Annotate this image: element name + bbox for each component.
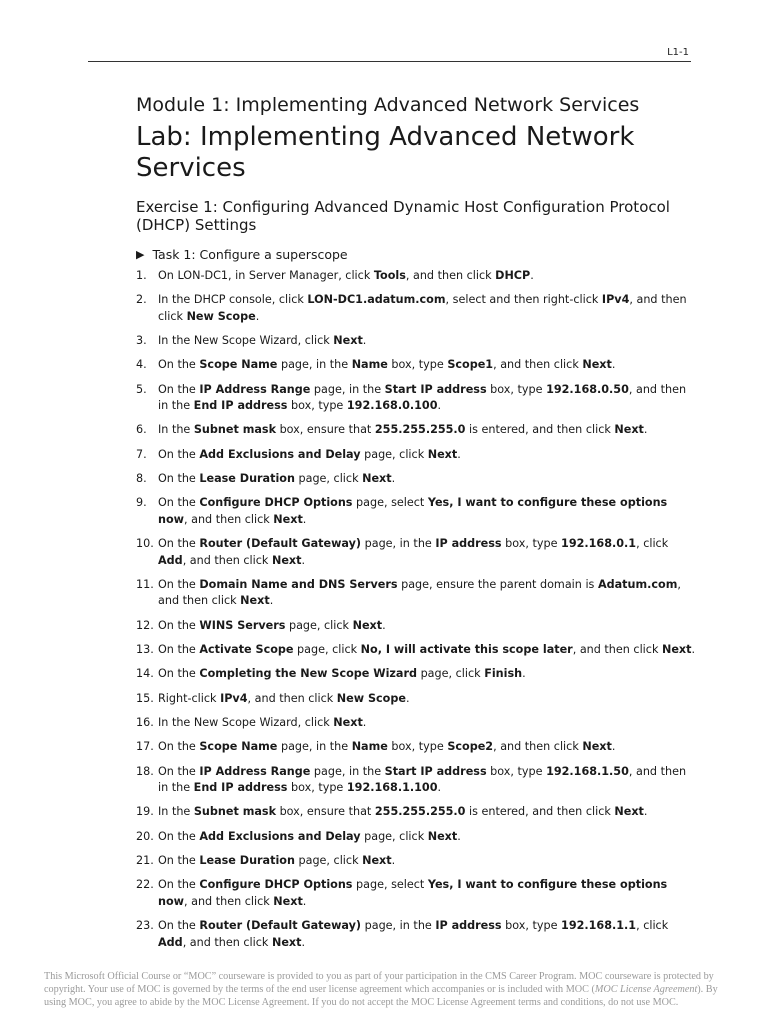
step-ui-term: Next — [362, 853, 392, 867]
step-ui-term: 192.168.1.1 — [561, 919, 637, 933]
step-ui-term: Name — [351, 358, 388, 372]
step-ui-term: LON-DC1.adatum.com — [307, 293, 446, 307]
step-ui-term: 255.255.255.0 — [374, 423, 466, 437]
step-ui-term: Add — [158, 553, 183, 567]
step-text-run: . — [643, 423, 648, 437]
list-item — [136, 382, 696, 415]
step-text-run: page, select — [352, 878, 428, 892]
step-text-run: , and then click — [182, 553, 272, 567]
step-number: 4. — [136, 358, 147, 372]
step-ui-term: Next — [614, 805, 644, 819]
step-ui-term: Next — [427, 447, 458, 461]
step-ui-term: Subnet mask — [193, 805, 277, 819]
lab-title: Lab: Implementing Advanced Network Services — [136, 122, 635, 183]
step-number: 2. — [136, 293, 147, 307]
step-text — [158, 269, 534, 282]
step-text-run: , and then click — [158, 577, 681, 608]
list-item — [136, 642, 696, 659]
step-text-run: page, in the — [277, 358, 352, 372]
step-ui-term: Completing the New Scope Wizard — [199, 667, 418, 681]
step-ui-term: IP Address Range — [199, 764, 311, 778]
step-text-run: . — [255, 309, 260, 323]
step-ui-term: Yes, I want to configure these options now — [158, 496, 668, 526]
step-text-run: In the — [158, 423, 194, 437]
step-text-run: . — [457, 829, 461, 843]
step-number: 18. — [136, 764, 154, 778]
list-item — [136, 495, 696, 528]
step-text-run: On the — [158, 878, 200, 892]
step-text-run: . — [302, 894, 307, 908]
step-text — [158, 383, 686, 413]
list-item — [136, 829, 696, 846]
step-text-run: On the — [158, 447, 200, 461]
step-text-run: page, click — [294, 472, 363, 486]
list-item — [136, 333, 696, 350]
step-text — [158, 578, 681, 608]
step-text — [158, 537, 668, 567]
step-ui-term: Next — [271, 935, 302, 949]
step-text — [158, 854, 395, 867]
footer-text-2: ). By using MOC, you agree to abide by the MOC License Agreement. If you do not accept the MOC License Agreement terms and conditions, do not use MOC. — [44, 984, 718, 1008]
list-item — [136, 877, 696, 910]
step-text — [158, 830, 461, 843]
step-ui-term: 192.168.0.50 — [546, 382, 629, 396]
step-ui-term: Next — [352, 618, 383, 632]
task-title: Task 1: Configure a superscope — [152, 247, 348, 262]
step-text — [158, 472, 395, 485]
step-ui-term: 255.255.255.0 — [374, 805, 466, 819]
step-text-run: , and then click — [158, 293, 687, 323]
step-ui-term: IP Address Range — [199, 382, 311, 396]
step-text-run: On the — [158, 740, 200, 754]
step-ui-term: Add Exclusions and Delay — [199, 447, 361, 461]
list-item — [136, 577, 696, 610]
list-item — [136, 357, 696, 374]
step-ui-term: Next — [271, 553, 302, 567]
step-text-run: box, type — [287, 781, 347, 795]
list-item — [136, 666, 696, 683]
steps-list — [136, 268, 696, 951]
step-text — [158, 919, 668, 949]
step-text-run: In the New Scope Wizard, click — [158, 715, 334, 729]
footer-text-1: This Microsoft Official Course or “MOC” courseware is provided to you as part of your participation in the CMS Career Program. MOC courseware is protected by copyright. Your use of MOC is governed by the terms of the end user license agreement which accompanies or is included with MOC ( — [44, 971, 714, 995]
step-ui-term: Next — [427, 829, 458, 843]
step-ui-term: New Scope — [186, 309, 256, 323]
license-footer — [44, 970, 718, 1009]
step-ui-term: Scope Name — [199, 358, 278, 372]
step-number: 19. — [136, 805, 154, 819]
step-ui-term: Scope Name — [199, 740, 278, 754]
step-ui-term: Name — [351, 740, 388, 754]
step-text-run: , and then click — [184, 512, 274, 526]
step-text-run: . — [457, 447, 461, 461]
step-text — [158, 740, 615, 753]
step-text-run: , and then click — [493, 740, 583, 754]
step-ui-term: Next — [333, 715, 363, 729]
step-ui-term: 192.168.1.100 — [346, 781, 438, 795]
list-item — [136, 691, 696, 708]
list-item — [136, 422, 696, 439]
step-text-run: page, in the — [310, 382, 385, 396]
step-ui-term: Lease Duration — [199, 472, 295, 486]
step-text-run: box, ensure that — [276, 423, 375, 437]
step-text-run: page, click — [293, 643, 361, 657]
step-text-run: In the New Scope Wizard, click — [158, 334, 334, 348]
step-text-run: is entered, and then click — [465, 805, 615, 819]
step-text-run: page, ensure the parent domain is — [397, 577, 598, 591]
step-text — [158, 667, 526, 680]
step-text — [158, 334, 366, 347]
step-text-run: page, click — [285, 618, 353, 632]
exercise-title: Exercise 1: Configuring Advanced Dynamic Host Configuration Protocol (DHCP) Settings — [136, 198, 670, 234]
step-ui-term: Start IP address — [384, 764, 487, 778]
step-ui-term: Yes, I want to configure these options now — [158, 878, 668, 908]
step-text-run: . — [391, 472, 396, 486]
step-ui-term: Tools — [373, 269, 406, 282]
step-text — [158, 423, 647, 436]
step-text-run: page, click — [360, 829, 428, 843]
page-content — [136, 92, 696, 959]
step-ui-term: Subnet mask — [193, 423, 277, 437]
list-item — [136, 618, 696, 635]
step-number: 17. — [136, 740, 154, 754]
step-text-run: . — [362, 334, 367, 348]
step-ui-term: End IP address — [193, 399, 288, 413]
step-text-run: On the — [158, 577, 200, 591]
step-text — [158, 878, 667, 908]
step-text-run: page, in the — [361, 537, 436, 551]
step-number: 22. — [136, 878, 154, 892]
step-text-run: . — [301, 935, 306, 949]
step-text-run: , select and then right-click — [445, 293, 602, 307]
list-item — [136, 853, 696, 870]
step-text-run: . — [302, 512, 307, 526]
step-text-run: . — [391, 853, 396, 867]
step-ui-term: Scope2 — [447, 740, 494, 754]
step-text — [158, 805, 647, 818]
step-ui-term: Next — [333, 334, 363, 348]
step-ui-term: Next — [273, 894, 303, 908]
step-text-run: , click — [636, 919, 669, 933]
step-text — [158, 448, 461, 461]
step-text-run: box, ensure that — [276, 805, 375, 819]
step-ui-term: Next — [614, 423, 644, 437]
step-text-run: . — [691, 643, 696, 657]
step-text-run: . — [437, 781, 442, 795]
step-text-run: box, type — [501, 537, 562, 551]
step-text-run: . — [269, 594, 274, 608]
step-number: 3. — [136, 334, 147, 348]
step-text-run: On the — [158, 919, 200, 933]
step-ui-term: Next — [240, 594, 270, 608]
step-ui-term: 192.168.1.50 — [546, 764, 629, 778]
step-text-run: , and then click — [247, 691, 337, 705]
page-number: L1-1 — [667, 47, 689, 58]
step-text-run: In the DHCP console, click — [158, 293, 308, 307]
step-text — [158, 293, 687, 323]
step-ui-term: Lease Duration — [199, 853, 295, 867]
step-number: 11. — [136, 577, 154, 591]
list-item — [136, 918, 696, 951]
step-ui-term: Configure DHCP Options — [199, 496, 353, 510]
step-number: 14. — [136, 667, 154, 681]
step-text-run: . — [611, 358, 616, 372]
step-text-run: page, in the — [277, 740, 352, 754]
step-text-run: On the — [158, 764, 200, 778]
step-text-run: page, click — [294, 853, 363, 867]
play-triangle-icon: ▶ — [136, 248, 145, 261]
list-item — [136, 764, 696, 797]
step-text-run: On the — [158, 667, 200, 681]
step-text-run: On the — [158, 382, 200, 396]
step-number: 13. — [136, 643, 154, 657]
step-ui-term: 192.168.0.1 — [561, 537, 637, 551]
step-ui-term: Next — [582, 740, 612, 754]
step-text-run: page, in the — [361, 919, 436, 933]
step-text-run: box, type — [387, 358, 448, 372]
step-text-run: page, click — [417, 667, 485, 681]
step-text-run: On the — [158, 472, 200, 486]
step-number: 12. — [136, 618, 154, 632]
step-text-run: , and then click — [182, 935, 272, 949]
step-ui-term: Scope1 — [447, 358, 494, 372]
step-text-run: On the — [158, 537, 200, 551]
step-ui-term: Router (Default Gateway) — [199, 537, 362, 551]
step-text-run: . — [611, 740, 616, 754]
step-text-run: . — [405, 691, 410, 705]
step-number: 23. — [136, 919, 154, 933]
step-text-run: Right-click — [158, 691, 221, 705]
step-ui-term: IPv4 — [601, 293, 630, 307]
step-number: 20. — [136, 829, 154, 843]
step-number: 15. — [136, 691, 154, 705]
step-text-run: . — [530, 269, 534, 282]
step-ui-term: 192.168.0.100 — [346, 399, 438, 413]
step-number: 7. — [136, 447, 147, 461]
step-number: 10. — [136, 537, 154, 551]
step-ui-term: Configure DHCP Options — [199, 878, 353, 892]
step-text-run: box, type — [501, 919, 562, 933]
step-text-run: page, click — [360, 447, 428, 461]
step-text-run: . — [362, 715, 367, 729]
step-ui-term: Router (Default Gateway) — [199, 919, 362, 933]
step-text-run: . — [382, 618, 386, 632]
step-text-run: box, type — [486, 764, 547, 778]
step-text-run: On LON-DC1, in Server Manager, click — [158, 269, 374, 282]
footer-agreement: MOC License Agreement — [594, 984, 698, 995]
module-title: Module 1: Implementing Advanced Network Services — [136, 94, 640, 116]
list-item — [136, 292, 696, 325]
step-text-run: , and then click — [572, 643, 662, 657]
step-text-run: , and then click — [493, 358, 583, 372]
step-text-run: box, type — [287, 399, 347, 413]
step-text — [158, 692, 410, 705]
step-ui-term: Next — [362, 472, 392, 486]
step-text-run: , click — [636, 537, 669, 551]
step-ui-term: No, I will activate this scope later — [360, 643, 573, 657]
step-text-run: , and then in the — [158, 764, 687, 795]
step-ui-term: IP address — [435, 537, 502, 551]
step-text-run: On the — [158, 358, 200, 372]
step-text — [158, 716, 366, 729]
step-text-run: , and then click — [405, 269, 496, 282]
step-ui-term: WINS Servers — [199, 618, 286, 632]
step-text-run: is entered, and then click — [465, 423, 615, 437]
step-ui-term: Add — [158, 935, 183, 949]
list-item — [136, 471, 696, 488]
step-text-run: . — [643, 805, 648, 819]
step-number: 5. — [136, 382, 147, 396]
step-text-run: On the — [158, 618, 200, 632]
header-rule — [88, 61, 691, 62]
step-number: 16. — [136, 715, 154, 729]
step-number: 21. — [136, 853, 154, 867]
step-text-run: . — [522, 667, 526, 681]
step-ui-term: New Scope — [336, 691, 406, 705]
step-text — [158, 765, 686, 795]
step-ui-term: Next — [661, 643, 692, 657]
step-text-run: On the — [158, 829, 200, 843]
step-number: 9. — [136, 496, 147, 510]
step-text-run: , and then in the — [158, 382, 687, 413]
step-ui-term: Add Exclusions and Delay — [199, 829, 361, 843]
step-text-run: On the — [158, 643, 200, 657]
step-text-run: box, type — [486, 382, 547, 396]
step-ui-term: Finish — [484, 667, 523, 681]
step-text-run: page, in the — [310, 764, 385, 778]
step-ui-term: IPv4 — [220, 691, 248, 705]
step-ui-term: Start IP address — [384, 382, 487, 396]
step-text-run: On the — [158, 496, 200, 510]
list-item — [136, 536, 696, 569]
step-number: 6. — [136, 423, 147, 437]
step-ui-term: Next — [273, 512, 303, 526]
step-ui-term: IP address — [435, 919, 502, 933]
step-text-run: , and then click — [184, 894, 274, 908]
list-item — [136, 447, 696, 464]
list-item — [136, 739, 696, 756]
list-item — [136, 715, 696, 732]
step-text-run: . — [437, 399, 442, 413]
step-text-run: page, select — [352, 496, 428, 510]
step-text-run: In the — [158, 805, 194, 819]
step-text — [158, 619, 386, 632]
list-item — [136, 804, 696, 821]
step-number: 1. — [136, 269, 147, 282]
step-ui-term: Adatum.com — [597, 577, 678, 591]
task-heading — [136, 246, 696, 264]
list-item — [136, 268, 696, 285]
step-ui-term: End IP address — [193, 781, 288, 795]
step-ui-term: DHCP — [495, 269, 531, 282]
step-text-run: On the — [158, 853, 200, 867]
step-text — [158, 643, 695, 656]
step-text — [158, 358, 615, 371]
step-text-run: . — [301, 553, 306, 567]
step-text — [158, 496, 667, 526]
step-ui-term: Next — [582, 358, 612, 372]
step-ui-term: Domain Name and DNS Servers — [199, 577, 398, 591]
step-number: 8. — [136, 472, 147, 486]
step-ui-term: Activate Scope — [199, 643, 294, 657]
step-text-run: box, type — [387, 740, 448, 754]
